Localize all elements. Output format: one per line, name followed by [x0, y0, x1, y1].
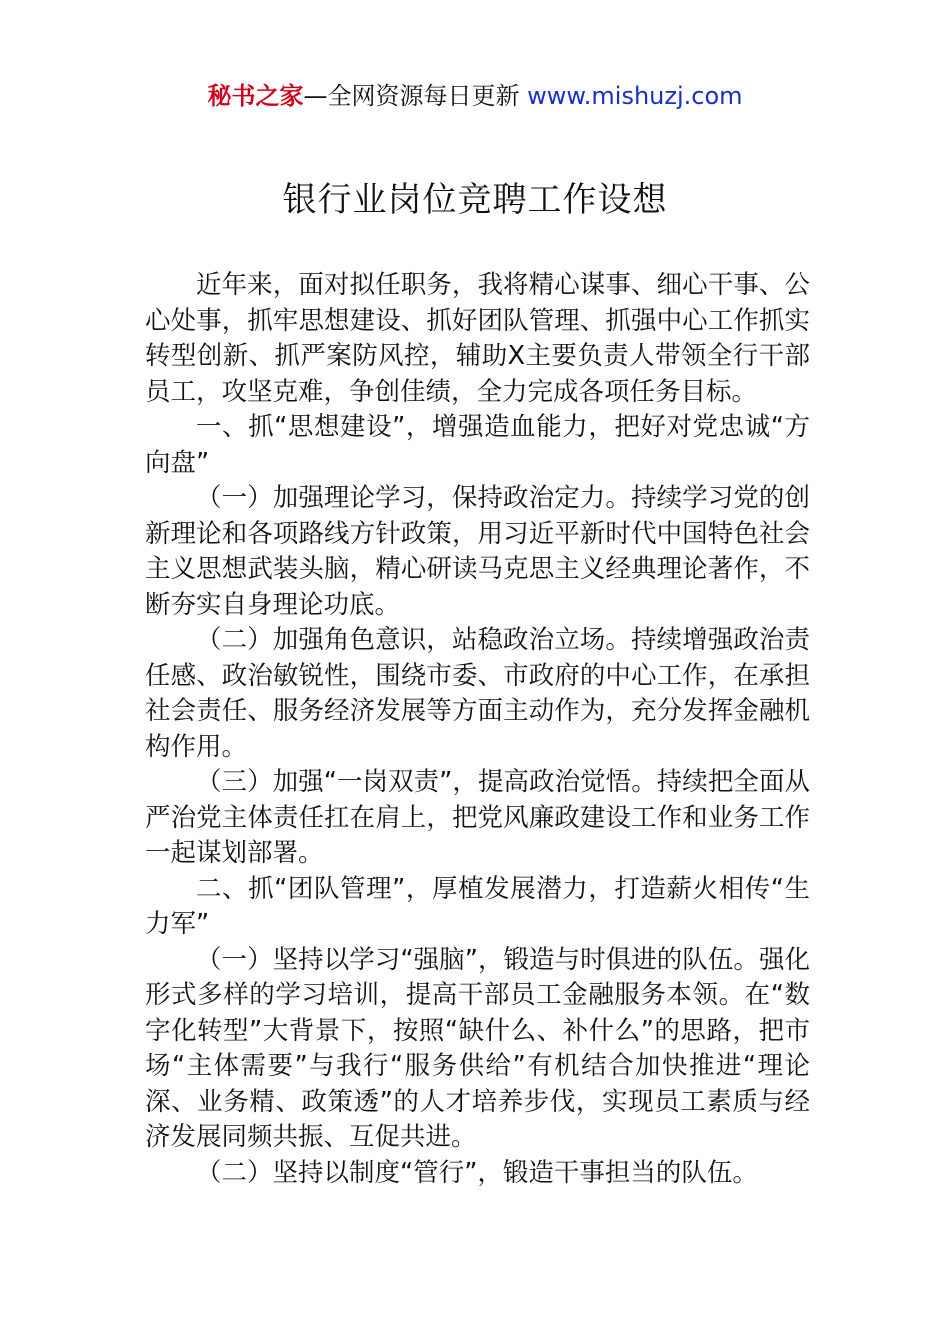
section-heading-2: 二、抓“团队管理”，厚植发展潜力，打造薪火相传“生力军”: [145, 873, 810, 939]
paragraph-1-3: （三）加强“一岗双责”，提高政治觉悟。持续把全面从严治党主体责任扛在肩上，把党风廉政建设工作和业务工作一起谋划部署。: [145, 767, 810, 868]
site-brand: 秘书之家: [207, 82, 304, 110]
paragraph-1-1: （一）加强理论学习，保持政治定力。持续学习党的创新理论和各项路线方针政策，用习近平新时代中国特色社会主义思想武装头脑，精心研读马克思主义经典理论著作，不断夯实自身理论功底。: [145, 483, 810, 620]
document-title: 银行业岗位竞聘工作设想: [282, 180, 668, 220]
site-tagline: —全网资源每日更新: [303, 82, 520, 110]
site-header: [0, 78, 950, 114]
site-url-link[interactable]: www.mishuzj.com: [527, 82, 743, 110]
paragraph-intro: 近年来，面对拟任职务，我将精心谋事、细心干事、公心处事，抓牢思想建设、抓好团队管理、抓强中心工作抓实转型创新、抓严案防风控，辅助X主要负责人带领全行干部员工，攻坚克难，争创佳绩，全力完成各项任务目标。: [145, 270, 810, 407]
section-heading-1: 一、抓“思想建设”，增强造血能力，把好对党忠诚“方向盘”: [145, 412, 810, 478]
paragraph-2-2: （二）坚持以制度“管行”，锻造干事担当的队伍。: [196, 1157, 758, 1188]
document-body: [145, 268, 810, 1191]
paragraph-2-1: （一）坚持以学习“强脑”，锻造与时俱进的队伍。强化形式多样的学习培训，提高干部员工金融服务本领。在“数字化转型”大背景下，按照“缺什么、补什么”的思路，把市场“主体需要”与我行“服务供给”有机结合加快推进“理论深、业务精、政策透”的人才培养步伐，实现员工素质与经济发展同频共振、互促共进。: [145, 944, 810, 1152]
paragraph-1-2: （二）加强角色意识，站稳政治立场。持续增强政治责任感、政治敏锐性，围绕市委、市政府的中心工作，在承担社会责任、服务经济发展等方面主动作为，充分发挥金融机构作用。: [145, 625, 810, 762]
